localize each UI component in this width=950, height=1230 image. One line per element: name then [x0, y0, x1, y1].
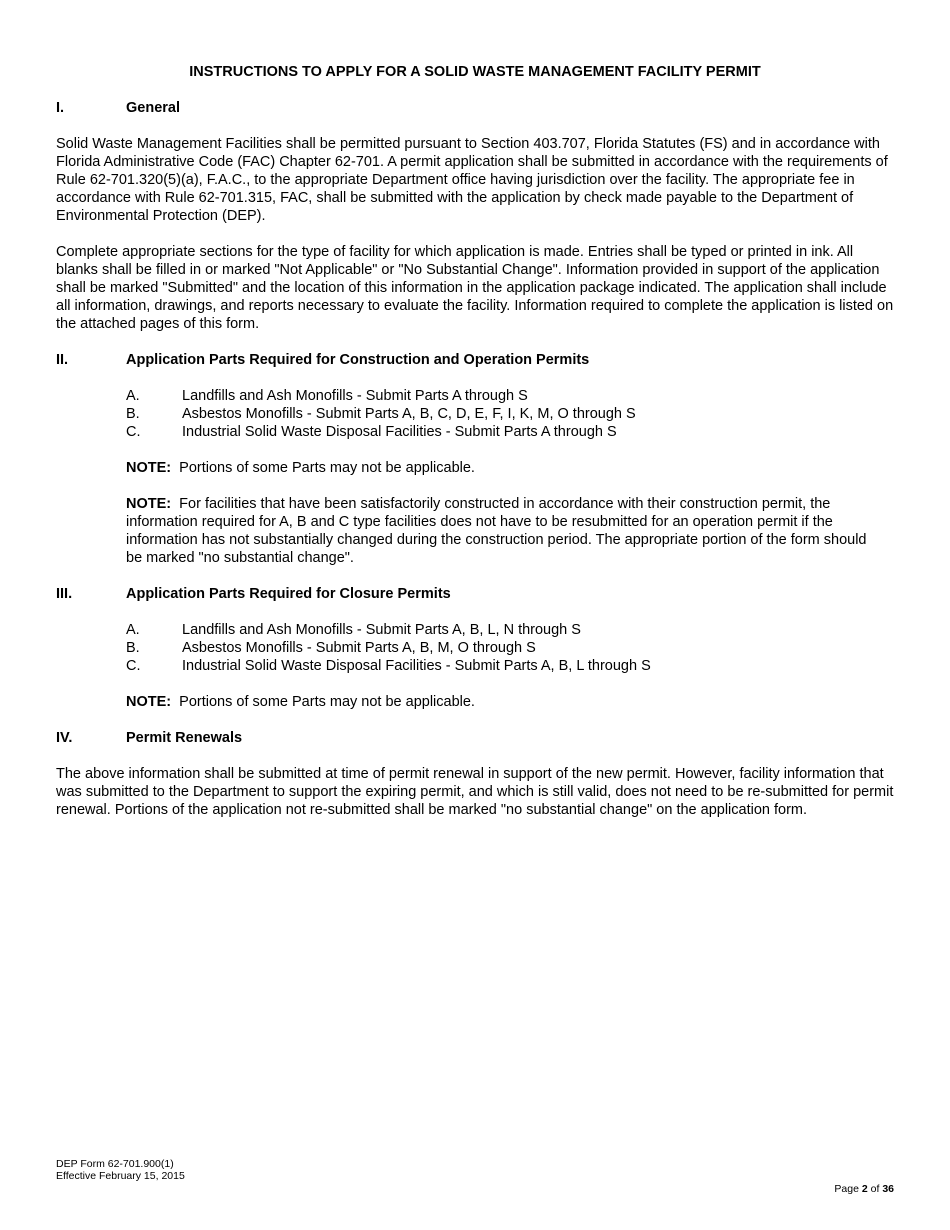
- construction-note-1: [126, 459, 886, 477]
- section-number: I.: [56, 100, 65, 116]
- note-label: NOTE:: [126, 694, 172, 710]
- effective-date: Effective February 15, 2015: [56, 1170, 185, 1182]
- section-title: Application Parts Required for Closure Permits: [126, 586, 451, 602]
- form-number: DEP Form 62-701.900(1): [56, 1158, 174, 1170]
- list-item-text: Industrial Solid Waste Disposal Facilities - Submit Parts A, B, L through S: [182, 658, 651, 674]
- section-heading-general: [56, 99, 180, 117]
- list-item: [126, 387, 886, 405]
- page-label: Page: [834, 1183, 859, 1195]
- list-item-letter: A.: [126, 388, 140, 404]
- closure-parts-list: [126, 621, 886, 675]
- renewals-paragraph: The above information shall be submitted at time of permit renewal in support of the new permit. However, facility information that was submitted to the Department to support the expiring permit, and which is still valid, does not need to be re-submitted for permit renewal. Portions of the application not re-submitted shall be marked "no substantial change" on the application form.: [56, 766, 894, 818]
- page-current: 2: [861, 1183, 868, 1195]
- list-item-text: Landfills and Ash Monofills - Submit Parts A, B, L, N through S: [182, 622, 581, 638]
- list-item: [126, 657, 886, 675]
- list-item-letter: A.: [126, 622, 140, 638]
- list-item-letter: B.: [126, 406, 140, 422]
- section-number: IV.: [56, 730, 73, 746]
- list-item-letter: B.: [126, 640, 140, 656]
- closure-note: [126, 693, 886, 711]
- construction-note-2: [126, 495, 886, 567]
- list-item: [126, 423, 886, 441]
- section-heading-closure: [56, 585, 451, 603]
- page-total: 36: [882, 1183, 894, 1195]
- section-heading-renewals: [56, 729, 242, 747]
- note-text: Portions of some Parts may not be applicable.: [179, 460, 475, 476]
- note-label: NOTE:: [126, 460, 172, 476]
- list-item-text: Asbestos Monofills - Submit Parts A, B, M, O through S: [182, 640, 536, 656]
- list-item-letter: C.: [126, 424, 141, 440]
- page-of: of: [870, 1183, 880, 1195]
- list-item-text: Asbestos Monofills - Submit Parts A, B, C, D, E, F, I, K, M, O through S: [182, 406, 636, 422]
- note-text: Portions of some Parts may not be applicable.: [179, 694, 475, 710]
- section-heading-construction: [56, 351, 589, 369]
- section-title: General: [126, 100, 180, 116]
- list-item: [126, 621, 886, 639]
- list-item-text: Industrial Solid Waste Disposal Facilities - Submit Parts A through S: [182, 424, 617, 440]
- form-info: [56, 1158, 185, 1182]
- list-item: [126, 405, 886, 423]
- page-title: INSTRUCTIONS TO APPLY FOR A SOLID WASTE MANAGEMENT FACILITY PERMIT: [189, 64, 761, 80]
- general-paragraph-2: Complete appropriate sections for the type of facility for which application is made. Entries shall be typed or printed in ink. All blanks shall be filled in or marked "Not Applicable" or "No Substantial Change". Information provided in support of the application shall be marked "Submitted" and the location of this information in the application package indicated. The application shall include all information, drawings, and reports necessary to evaluate the facility. Information required to complete the application is listed on the attached pages of this form.: [56, 244, 894, 332]
- section-number: II.: [56, 352, 69, 368]
- list-item-text: Landfills and Ash Monofills - Submit Parts A through S: [182, 388, 528, 404]
- section-number: III.: [56, 586, 73, 602]
- construction-parts-list: [126, 387, 886, 441]
- page-number: [834, 1183, 894, 1195]
- note-text: For facilities that have been satisfactorily constructed in accordance with their construction permit, the information required for A, B and C type facilities does not have to be resubmitted for an operation permit if the information has not substantially changed during the construction period. The appropriate portion of the form should be marked "no substantial change".: [126, 496, 867, 566]
- list-item-letter: C.: [126, 658, 141, 674]
- general-paragraph-1: Solid Waste Management Facilities shall be permitted pursuant to Section 403.707, Florida Statutes (FS) and in accordance with Florida Administrative Code (FAC) Chapter 62-701. A permit application shall be submitted in accordance with the requirements of Rule 62-701.320(5)(a), F.A.C., to the appropriate Department office having jurisdiction over the facility. The appropriate fee in accordance with Rule 62-701.315, FAC, shall be submitted with the application by check made payable to the Department of Environmental Protection (DEP).: [56, 136, 888, 224]
- list-item: [126, 639, 886, 657]
- note-label: NOTE:: [126, 496, 172, 512]
- section-title: Permit Renewals: [126, 730, 243, 746]
- section-title: Application Parts Required for Construction and Operation Permits: [126, 352, 590, 368]
